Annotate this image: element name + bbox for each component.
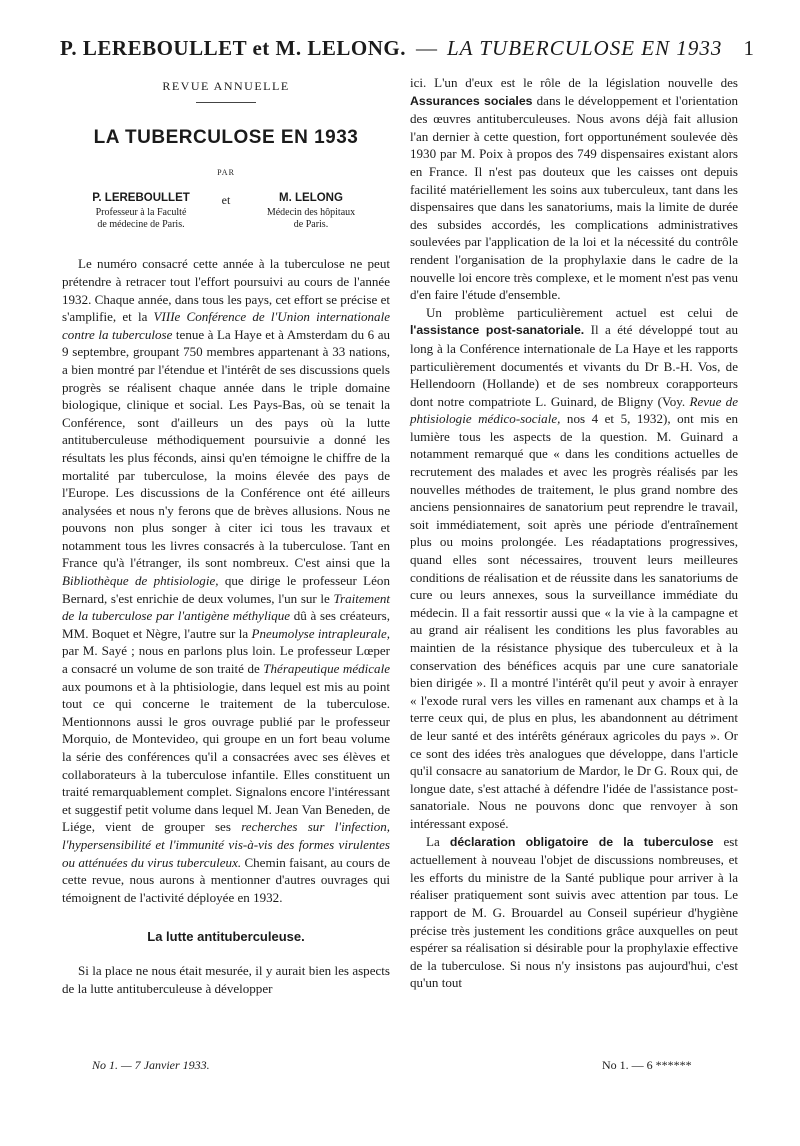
text-run: nos 4 et 5, 1932), ont mis en lumière tous les aspects de la question. M. Guinard a notamment remarqué que « dans les conditions actuelles de recrutement des malades et avec les progrès réalisés par les nouvelles méthodes de traitement, le plus grand nombre des anciens pensionnaires de sanatorium peut reprendre le travail, soit immédiatement, soit après une période d'entraînement plus ou moins prolongée. Les réadaptations progressives, quand elles sont nécessaires, trouvent leurs meilleures conditions de réalisation et de réussite dans les sanatoriums de cure ou leurs annexes, sous la surveillance immédiate du médecin. Il a fait ressortir aussi que « la vie à la campagne et au grand air réalisent les conditions les plus favorables au maintien de la résistance physique des tuberculeux et à la conservation des bénéfices acquis par une cure sanatoriale bien dirigée ». Il a montré l'intérêt qu'il peut y avoir à enrayer « l'exode rural vers les villes en ramenant aux champs et à la terre ceux qui, de plus en plus, les abandonnent au détriment de leur santé et des intérêts généraux agricoles du pays ». Or ce sont des idées très analogues que développe, dans l'article qu'il consacre au sanatorium de Mardor, le Dr G. Roux qui, de longue date, s'est attaché à défendre l'idée de l'assistance post-sanatoriale. Nous ne pouvons donc que renvoyer à son intéressant exposé. [410, 411, 739, 831]
author-1-name: P. LEREBOULLET [92, 191, 190, 204]
text-run: tenue à La Haye et à Amsterdam du 6 au 9 septembre, groupant 750 membres appartenant à 33 nations, a bien montré par l'étendue et l'intérêt de ses discussions quels progrès se réalisent chaque année dans le triple domaine biologique, clinique et social. Les Pays-Bas, où se tenait la Conférence, sont d'ailleurs un des pays où la lutte antituberculeuse méthodiquement poursuivie a donné les résultats les plus féconds, ainsi qu'en témoigne le chiffre de la mortalité par tuberculose, la moins élevée des pays de l'Europe. Les discussions de la Conférence ont été ailleurs analysées et nous n'y ferons que de brèves allusions. Nous ne pouvons non plus songer à citer ici tous les travaux et notamment tous les livres consacrés à la tuberculose. Tant en France qu'à l'étranger, ils sont nombreux. C'est ainsi que la [62, 326, 391, 571]
italic-run: Pneumolyse intrapleurale, [251, 625, 390, 641]
running-head-dash: — [415, 36, 437, 60]
page-number: 1 [743, 36, 754, 60]
bold-run: l'assistance post-sanatoriale. [410, 323, 585, 338]
running-head-authors: P. LEREBOULLET et M. LELONG. [60, 36, 406, 60]
italic-run: VIIIe Conférence de l'Union internationale contre la tuberculose [62, 309, 390, 342]
italic-run: Revue de phtisiologie médico-sociale, [410, 393, 738, 427]
right-column [410, 74, 738, 992]
section-rule [196, 102, 256, 103]
text-run: Il a été développé tout au long à la Conférence internationale de La Haye et les rapports particulièrement documentés et vivants du Dr B.-H. Vos, de Hellendoorn (Hollande) et de ses nombreux corapporteurs dont notre compatriote L. Guinard, de Bligny (Voy. [410, 322, 738, 409]
paragraph-intro [62, 255, 390, 906]
paragraph-lutte: Si la place ne nous était mesurée, il y aurait bien les aspects de la lutte antituberculeuse à développer [62, 962, 390, 996]
text-run: dans le développement et l'orientation des œuvres antituberculeuses. Nous avons déjà fait allusion l'an dernier à cette question, fort opportunément soulevée dès 1930 par M. Poix à propos des 749 dispensaires existant alors en France. Il n'est pas douteux que les caisses ont depuis facilité matériellement les soins aux tuberculeux, tant dans les dispensaires que dans les sanatoriums, mais la limite de durée des subsides accordés, les complications administratives soulevées par l'application de la loi et la nécessité du contrôle rendent l'organisation de la prophylaxie dans le cadre de la nouvelle loi encore très complexe, et le moment n'est pas venu d'en faire l'étude d'ensemble. [410, 92, 738, 303]
author-1 [76, 190, 206, 232]
paragraph-declaration [410, 833, 738, 992]
text-run: est actuellement à nouveau l'objet de discussions nombreuses, et les efforts du ministre de la Santé publique pour arriver à la réaliser pratiquement sont suivis avec attention par tous. Le rapport de M. G. Brouardel au Conseil supérieur d'hygiène précise très justement les conditions grâce auxquelles on peut espérer sa réalisation si désirable pour la prophylaxie effective de la tuberculose. Si nous n'y insistons pas aujourd'hui, c'est qu'un tout [410, 833, 738, 991]
italic-run: Bibliothèque de phtisiologie, [62, 573, 219, 589]
text-run: dû à ses créateurs, MM. Boquet et Nègre, l'autre sur la [62, 608, 390, 641]
footer-right: No 1. — 6 ****** [602, 1058, 692, 1072]
text-run: que dirige le professeur Léon Bernard, s'est enrichie de deux volumes, l'un sur le [62, 573, 390, 606]
left-column [62, 74, 390, 997]
running-head-title: LA TUBERCULOSE EN 1933 [446, 36, 723, 60]
italic-run: recherches sur l'infection, l'hypersensibilité et l'immunité vis-à-vis des formes virulentes ou atténuées du virus tuberculeux. [62, 819, 390, 870]
bold-run: Assurances sociales [410, 93, 533, 108]
author-conjunction: et [221, 192, 231, 207]
italic-run: Traitement de la tuberculose par l'antigène méthylique [62, 590, 391, 624]
text-run: ici. L'un d'eux est le rôle de la législation nouvelle des [410, 75, 738, 90]
subheading: La lutte antituberculeuse. [147, 929, 305, 945]
bold-run: déclaration obligatoire de la tuberculose [449, 834, 714, 849]
author-1-aff-2: de médecine de Paris. [97, 219, 185, 231]
author-2-aff-2: de Paris. [293, 219, 329, 231]
paragraph-post-sanatoriale [410, 304, 738, 833]
text-run: aux poumons et à la phtisiologie, dans lequel est mis au point tout ce qui concerne le traitement de la tuberculose. Mentionnons aussi le gros ouvrage publié par le professeur Morquio, de Montevideo, qui groupe en un fort beau volume la série des conférences qu'il a consacrées avec ses élèves et collaborateurs à la tuberculose infantile. Elles constituent un traité remarquablement complet. Signalons encore l'intéressant et suggestif petit volume dans lequel M. Jean Van Beneden, de Liége, vient de grouper ses [62, 678, 390, 835]
text-run: par M. Sayé ; nous en parlons plus loin. Le professeur Lœper a consacré un volume de son traité de [62, 643, 390, 677]
italic-run: Thérapeutique médicale [263, 661, 390, 677]
running-head [60, 36, 754, 61]
by-label: PAR [217, 168, 235, 178]
text-run: Chemin faisant, au cours de cette revue, nous aurons à mentionner d'autres ouvrages qui témoignent de l'activité déployée en 1932. [62, 854, 390, 905]
footer-left: No 1. — 7 Janvier 1933. [92, 1058, 210, 1072]
author-2-aff-1: Médecin des hôpitaux [266, 207, 356, 219]
bylines [62, 190, 390, 232]
paragraph-assurances [410, 74, 738, 304]
author-2 [246, 190, 376, 232]
author-1-aff-1: Professeur à la Faculté [95, 207, 187, 219]
author-2-name: M. LELONG [279, 191, 343, 204]
text-run: Le numéro consacré cette année à la tuberculose ne peut prétendre à retracer tout l'effort poursuivi au cours de l'année 1932. Chaque année, dans tous les pays, cet effort se précise et s'amplifie, et la [62, 256, 390, 325]
text-run: La [426, 833, 440, 849]
section-label: REVUE ANNUELLE [162, 79, 290, 93]
article-title: LA TUBERCULOSE EN 1933 [93, 126, 359, 148]
text-run: Un problème particulièrement actuel est celui de [426, 304, 738, 320]
